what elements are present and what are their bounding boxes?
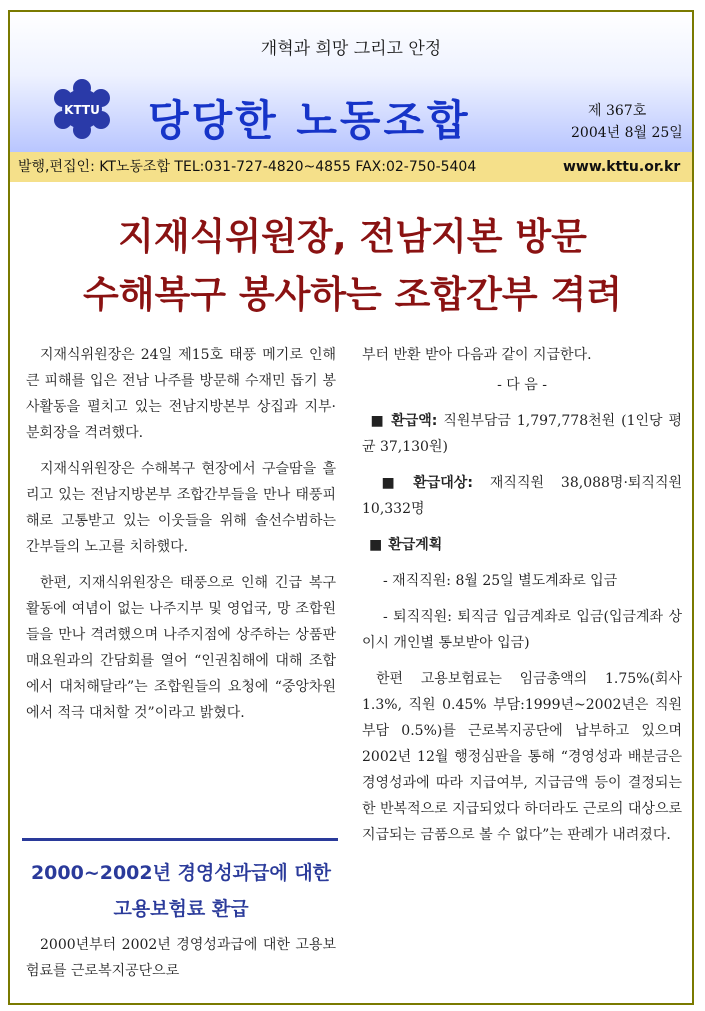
publisher-bar bbox=[10, 152, 692, 182]
plan-retired-employees: - 퇴직직원: 퇴직금 입금계좌로 입금(입금계좌 상이시 개인별 통보받아 입금) bbox=[362, 609, 682, 651]
notice-heading: - 다 음 - bbox=[497, 377, 547, 393]
section-divider bbox=[22, 838, 338, 841]
bullet-icon: ■ bbox=[369, 537, 383, 553]
bullet-icon: ■ bbox=[369, 475, 408, 491]
headline-line-2: 수해복구 봉사하는 조합간부 격려 bbox=[82, 273, 623, 316]
refund-target: ■ 환급대상: 재직직원 38,088명·퇴직직원 10,332명 bbox=[362, 475, 682, 517]
refund-plan-heading: ■ 환급계획 bbox=[369, 537, 443, 553]
issue-number: 제 367호 bbox=[588, 103, 647, 119]
paragraph-2: 지재식위원장은 수해복구 현장에서 구슬땀을 흘리고 있는 전남지방본부 조합간부들을 만나 태풍피해로 고통받고 있는 이웃들을 위해 솔선수범하는 간부들의 노고를 치하했다. bbox=[26, 461, 336, 555]
paragraph-1: 지재식위원장은 24일 제15호 태풍 메기로 인해 큰 피해를 입은 전남 나주를 방문해 수재민 돕기 봉사활동을 펼치고 있는 전남지방본부 상집과 지부·분회장을 격려했다. bbox=[26, 347, 336, 441]
headline-line-1: 지재식위원장, 전남지본 방문 bbox=[118, 215, 587, 258]
logo-text: KTTU bbox=[64, 103, 100, 117]
refund-amount: ■ 환급액: 직원부담금 1,797,778천원 (1인당 평균 37,130원) bbox=[362, 413, 682, 455]
closing-paragraph: 한편 고용보험료는 임금총액의 1.75%(회사 1.3%, 직원 0.45% 부담:1999년~2002년은 직원부담 0.5%)를 근로복지공단에 납부하고 있으며 2002년 12월 행정심판을 통해 “경영성과 배분금은 경영성과에 따라 지급여부, 지급금액 등이 결정되는 한 반복적으로 지급되었다 하더라도 근로의 대상으로 지급되는 금품으로 볼 수 없다”는 판례가 내려졌다. bbox=[362, 671, 682, 843]
right-column bbox=[362, 342, 682, 848]
kttu-logo bbox=[46, 78, 118, 140]
issue-date: 2004년 8월 25일 bbox=[571, 125, 683, 141]
plan-current-employees: - 재직직원: 8월 25일 별도계좌로 입금 bbox=[383, 573, 618, 589]
website-url: www.kttu.or.kr bbox=[563, 159, 681, 175]
publisher-info: 발행,편집인: KT노동조합 TEL:031-727-4820~4855 FAX:02-750-5404 bbox=[18, 159, 477, 175]
masthead bbox=[10, 12, 692, 152]
subheading-line-1: 2000~2002년 경영성과급에 대한 bbox=[30, 862, 332, 884]
newsletter-title: 당당한 노동조합 bbox=[148, 96, 471, 145]
paragraph-3: 한편, 지재식위원장은 태풍으로 인해 긴급 복구활동에 여념이 없는 나주지부 및 영업국, 망 조합원들을 만나 격려했으며 나주지점에 상주하는 상품판매요원과의 간담회를 열어 “인권침해에 대해 조합에서 대처해달라”는 조합원들의 요청에 “중앙차원에서 적극 대처할 것”이라고 밝혔다. bbox=[26, 575, 336, 721]
left-column bbox=[26, 342, 336, 736]
bullet-icon: ■ bbox=[369, 413, 386, 429]
subheading-line-2: 고용보험료 환급 bbox=[113, 898, 249, 920]
bottom-left-text: 2000년부터 2002년 경영성과급에 대한 고용보험료를 근로복지공단으로 bbox=[26, 937, 336, 979]
slogan: 개혁과 희망 그리고 안정 bbox=[260, 39, 442, 59]
intro-text: 부터 반환 받아 다음과 같이 지급한다. bbox=[362, 347, 592, 363]
